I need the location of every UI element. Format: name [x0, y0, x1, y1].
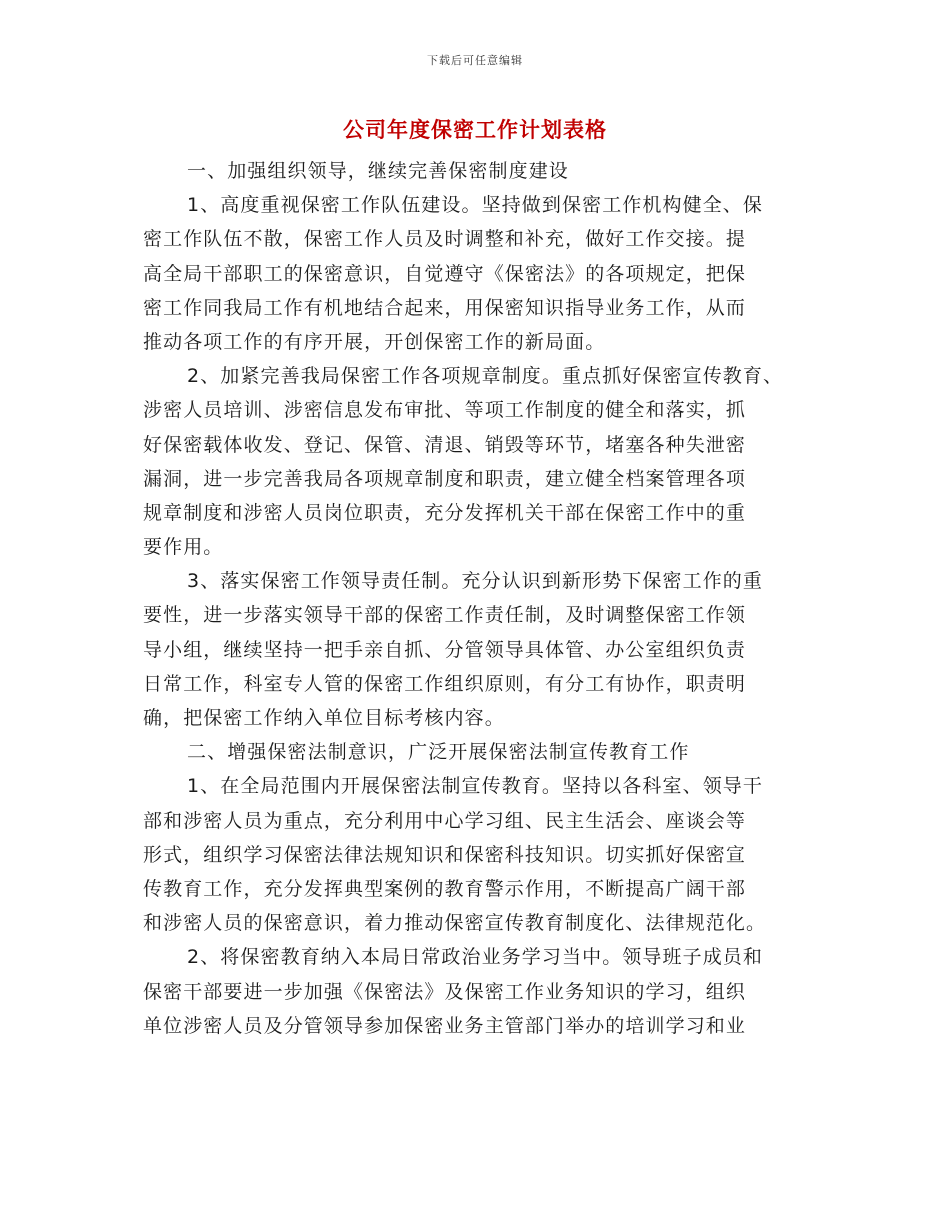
paragraph-line: 推动各项工作的有序开展，开创保密工作的新局面。 — [143, 330, 606, 353]
paragraph-line: 漏洞，进一步完善我局各项规章制度和职责，建立健全档案管理各项 — [143, 467, 747, 490]
paragraph-line: 1、在全局范围内开展保密法制宣传教育。坚持以各科室、领导干 — [187, 775, 763, 798]
paragraph-line: 涉密人员培训、涉密信息发布审批、等项工作制度的健全和落实，抓 — [143, 399, 747, 422]
section-heading: 一、加强组织领导，继续完善保密制度建设 — [187, 160, 569, 182]
paragraph-line: 和涉密人员的保密意识，着力推动保密宣传教育制度化、法律规范化。 — [143, 912, 767, 935]
paragraph-line: 3、落实保密工作领导责任制。充分认识到新形势下保密工作的重 — [187, 570, 763, 593]
paragraph-line: 部和涉密人员为重点，充分利用中心学习组、民主生活会、座谈会等 — [143, 809, 747, 832]
document-body — [143, 154, 823, 1043]
paragraph-line: 形式，组织学习保密法律法规知识和保密科技知识。切实抓好保密宣 — [143, 843, 747, 866]
paragraph-line: 规章制度和涉密人员岗位职责，充分发挥机关干部在保密工作中的重 — [143, 501, 747, 524]
paragraph-line: 高全局干部职工的保密意识，自觉遵守《保密法》的各项规定，把保 — [143, 262, 747, 285]
paragraph-line: 要性，进一步落实领导干部的保密工作责任制，及时调整保密工作领 — [143, 604, 747, 627]
paragraph-line: 好保密载体收发、登记、保管、清退、销毁等环节，堵塞各种失泄密 — [143, 433, 747, 456]
header-note: 下载后可任意编辑 — [427, 54, 523, 67]
paragraph-line: 2、将保密教育纳入本局日常政治业务学习当中。领导班子成员和 — [187, 946, 763, 969]
paragraph-line: 保密干部要进一步加强《保密法》及保密工作业务知识的学习，组织 — [143, 980, 747, 1003]
paragraph-line: 日常工作，科室专人管的保密工作组织原则，有分工有协作，职责明 — [143, 672, 747, 695]
section-heading: 二、增强保密法制意识，广泛开展保密法制宣传教育工作 — [187, 741, 690, 764]
paragraph-line: 单位涉密人员及分管领导参加保密业务主管部门举办的培训学习和业 — [143, 1014, 747, 1037]
paragraph-line: 密工作队伍不散，保密工作人员及时调整和补充，做好工作交接。提 — [143, 228, 747, 251]
paragraph-line: 确，把保密工作纳入单位目标考核内容。 — [143, 707, 505, 729]
paragraph-line: 密工作同我局工作有机地结合起来，用保密知识指导业务工作，从而 — [143, 296, 747, 319]
paragraph-line: 2、加紧完善我局保密工作各项规章制度。重点抓好保密宣传教育、 — [187, 365, 784, 388]
document-title: 公司年度保密工作计划表格 — [343, 118, 607, 142]
paragraph-line: 1、高度重视保密工作队伍建设。坚持做到保密工作机构健全、保 — [187, 194, 763, 217]
paragraph-line: 要作用。 — [143, 536, 224, 559]
paragraph-line: 传教育工作，充分发挥典型案例的教育警示作用，不断提高广阔干部 — [143, 877, 747, 900]
paragraph-line: 导小组，继续坚持一把手亲自抓、分管领导具体管、办公室组织负责 — [143, 638, 747, 661]
